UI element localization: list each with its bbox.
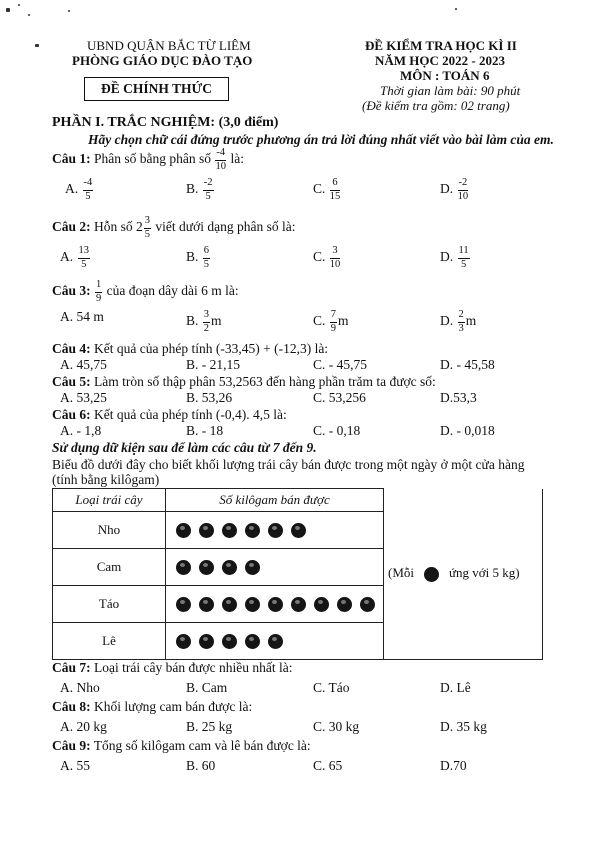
page-count: (Đề kiểm tra gồm: 02 trang) xyxy=(362,98,510,113)
q9-option-c[interactable]: C. 65 xyxy=(313,758,343,773)
fruit-icon xyxy=(199,597,214,612)
q9-option-a[interactable]: A. 55 xyxy=(60,758,90,773)
q3-option-a[interactable]: A. 54 m xyxy=(60,309,104,324)
q7-option-d[interactable]: D. Lê xyxy=(440,680,471,695)
pictograph-key: (Mỗi ứng với 5 kg) xyxy=(384,489,543,660)
q2-option-c[interactable]: C. $\frac{3}{10}$ xyxy=(313,245,341,270)
fruit-icon xyxy=(268,523,283,538)
exam-title: ĐỀ KIỂM TRA HỌC KÌ II xyxy=(365,38,517,53)
header-fruit-type: Loại trái cây xyxy=(53,489,166,512)
q4-option-d[interactable]: D. - 45,58 xyxy=(440,357,495,372)
fruit-icon xyxy=(176,634,191,649)
q1-option-c[interactable]: C. $\frac{6}{15}$ xyxy=(313,177,341,202)
fruit-icon xyxy=(222,523,237,538)
subject: MÔN : TOÁN 6 xyxy=(400,68,490,83)
q4-option-a[interactable]: A. 45,75 xyxy=(60,357,107,372)
pictograph-table xyxy=(52,488,543,660)
fruit-icons xyxy=(166,586,384,623)
chart-unit: (tính bằng kilôgam) xyxy=(52,472,160,487)
q9-option-d[interactable]: D.70 xyxy=(440,758,467,773)
fruit-icon xyxy=(268,634,283,649)
question-9: Câu 9: Tổng số kilôgam cam và lê bán được là: xyxy=(52,738,311,753)
fruit-icon xyxy=(314,597,329,612)
part1-instruction: Hãy chọn chữ cái đứng trước phương án trả lời đúng nhất viết vào bài làm của em. xyxy=(88,132,554,147)
duration: Thời gian làm bài: 90 phút xyxy=(380,83,521,98)
fruit-icon xyxy=(360,597,375,612)
fruit-icon xyxy=(291,597,306,612)
dept-name: UBND QUẬN BẮC TỪ LIÊM xyxy=(87,38,251,53)
q2-option-d[interactable]: D. $\frac{11}{5}$ xyxy=(440,245,469,270)
fruit-icon xyxy=(291,523,306,538)
official-box: ĐỀ CHÍNH THỨC xyxy=(84,77,229,101)
q6-option-a[interactable]: A. - 1,8 xyxy=(60,423,102,438)
fruit-icon xyxy=(199,560,214,575)
q3-option-c[interactable]: C. $\frac{7}{9}$ m xyxy=(313,309,349,334)
data-intro: Sử dụng dữ kiện sau để làm các câu từ 7 đến 9. xyxy=(52,440,317,455)
fruit-icon xyxy=(245,560,260,575)
q8-option-d[interactable]: D. 35 kg xyxy=(440,719,487,734)
fraction: $\frac{-4}{10}$ xyxy=(215,147,227,172)
row-label: Táo xyxy=(53,586,166,623)
fruit-icon xyxy=(176,597,191,612)
part1-title: PHẦN I. TRẮC NGHIỆM: (3,0 điểm) xyxy=(52,115,279,130)
question-3: Câu 3: $\frac{1}{9}$ của đoạn dây dài 6 m là: xyxy=(52,279,239,304)
fruit-icon xyxy=(222,597,237,612)
question-2: Câu 2: Hỗn số 2 $\frac{3}{5}$ viết dưới dạng phân số là: xyxy=(52,215,296,240)
question-1: Câu 1: Phân số bằng phân số $\frac{-4}{10}$ là: xyxy=(52,147,245,172)
fruit-icon xyxy=(199,523,214,538)
q8-option-a[interactable]: A. 20 kg xyxy=(60,719,107,734)
q1-option-d[interactable]: D. $\frac{-2}{10}$ xyxy=(440,177,469,202)
office-name: PHÒNG GIÁO DỤC ĐÀO TẠO xyxy=(72,53,253,68)
fruit-icon xyxy=(268,597,283,612)
row-label: Cam xyxy=(53,549,166,586)
fruit-icons xyxy=(166,512,384,549)
row-label: Nho xyxy=(53,512,166,549)
question-6: Câu 6: Kết quả của phép tính (-0,4). 4,5 là: xyxy=(52,407,287,422)
q3-option-b[interactable]: B. $\frac{3}{2}$ m xyxy=(186,309,222,334)
q4-option-b[interactable]: B. - 21,15 xyxy=(186,357,240,372)
q2-option-a[interactable]: A. $\frac{13}{5}$ xyxy=(60,245,89,270)
fruit-icons xyxy=(166,623,384,660)
school-year: NĂM HỌC 2022 - 2023 xyxy=(375,53,505,68)
row-label: Lê xyxy=(53,623,166,660)
chart-description: Biểu đồ dưới đây cho biết khối lượng trái cây bán được trong một ngày ở một cửa hàng xyxy=(52,457,525,472)
q8-option-c[interactable]: C. 30 kg xyxy=(313,719,360,734)
fruit-icon xyxy=(176,560,191,575)
q7-option-c[interactable]: C. Táo xyxy=(313,680,350,695)
q5-option-a[interactable]: A. 53,25 xyxy=(60,390,107,405)
fruit-icon xyxy=(176,523,191,538)
q2-option-b[interactable]: B. $\frac{6}{5}$ xyxy=(186,245,210,270)
q9-option-b[interactable]: B. 60 xyxy=(186,758,216,773)
q5-option-b[interactable]: B. 53,26 xyxy=(186,390,233,405)
q6-option-b[interactable]: B. - 18 xyxy=(186,423,224,438)
fruit-icon xyxy=(245,597,260,612)
fruit-icon xyxy=(222,634,237,649)
q5-option-d[interactable]: D.53,3 xyxy=(440,390,477,405)
question-4: Câu 4: Kết quả của phép tính (-33,45) + (-12,3) là: xyxy=(52,341,329,356)
q8-option-b[interactable]: B. 25 kg xyxy=(186,719,233,734)
fruit-icon xyxy=(424,567,439,582)
question-5: Câu 5: Làm tròn số thập phân 53,2563 đến hàng phần trăm ta được số: xyxy=(52,374,436,389)
q1-option-b[interactable]: B. $\frac{-2}{5}$ xyxy=(186,177,213,202)
fruit-icon xyxy=(245,634,260,649)
q7-option-b[interactable]: B. Cam xyxy=(186,680,228,695)
q4-option-c[interactable]: C. - 45,75 xyxy=(313,357,367,372)
q6-option-d[interactable]: D. - 0,018 xyxy=(440,423,495,438)
q5-option-c[interactable]: C. 53,256 xyxy=(313,390,366,405)
fruit-icon xyxy=(245,523,260,538)
fruit-icon xyxy=(199,634,214,649)
q3-option-d[interactable]: D. $\frac{2}{3}$ m xyxy=(440,309,477,334)
q1-option-a[interactable]: A. $\frac{-4}{5}$ xyxy=(65,177,93,202)
fruit-icon xyxy=(337,597,352,612)
q7-option-a[interactable]: A. Nho xyxy=(60,680,100,695)
question-7: Câu 7: Loại trái cây bán được nhiều nhất là: xyxy=(52,660,293,675)
question-8: Câu 8: Khối lượng cam bán được là: xyxy=(52,699,253,714)
fruit-icons xyxy=(166,549,384,586)
header-kg-sold: Số kilôgam bán được xyxy=(166,489,384,512)
q6-option-c[interactable]: C. - 0,18 xyxy=(313,423,361,438)
fruit-icon xyxy=(222,560,237,575)
